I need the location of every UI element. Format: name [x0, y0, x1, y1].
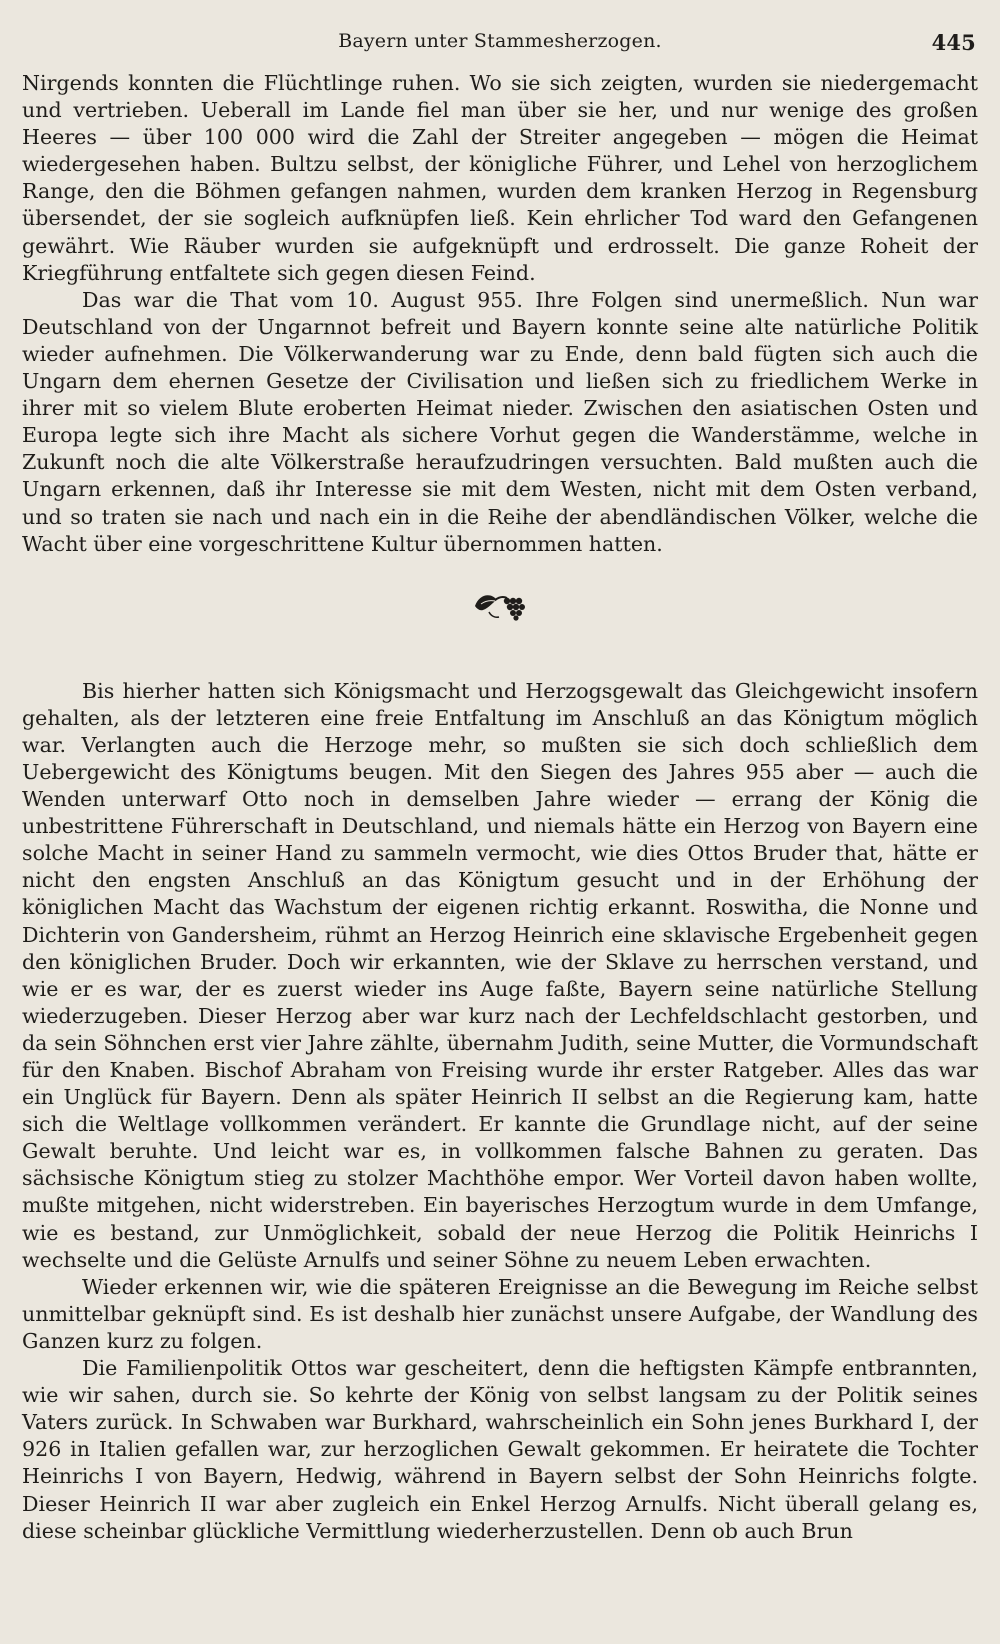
paragraph: Die Familienpolitik Ottos war gescheitert, denn die heftigsten Kämpfe entbrannten, wie wir sahen, durch sie. So kehrte der König von selbst langsam zu der Politik seines Vaters zurück. In Schwaben war Burkhard, wahrscheinlich ein Sohn jenes Burkhard I, der 926 in Italien gefallen war, zur herzoglichen Gewalt gekommen. Er heiratete die Tochter Heinrichs I von Bayern, Hedwig, während in Bayern selbst der Sohn Heinrichs folgte. Dieser Heinrich II war aber zugleich ein Enkel Herzog Arnulfs. Nicht überall gelang es, diese scheinbar glückliche Vermittlung wiederherzustellen. Denn ob auch Brun	[22, 1356, 978, 1543]
section-ornament	[22, 588, 978, 622]
paragraph: Wieder erkennen wir, wie die späteren Ereignisse an die Bewegung im Reiche selbst unmittelbar geknüpft sind. Es ist deshalb hier zunächst unsere Aufgabe, der Wandlung des Ganzen kurz zu folgen.	[22, 1274, 978, 1353]
page-number: 445	[931, 30, 976, 55]
paragraph: Das war die That vom 10. August 955. Ihre Folgen sind unermeßlich. Nun war Deutschland von der Ungarnnot befreit und Bayern konnte seine alte natürliche Politik wieder aufnehmen. Die Völkerwanderung war zu Ende, denn bald fügten sich auch die Ungarn dem ehernen Gesetze der Civilisation und ließen sich zu friedlichem Werke in ihrer mit so vielem Blute eroberten Heimat nieder. Zwischen den asiatischen Osten und Europa legte sich ihre Macht als sichere Vorhut gegen die Wanderstämme, welche in Zukunft noch die alte Völkerstraße heraufzudringen versuchten. Bald mußten auch die Ungarn erkennen, daß ihr Interesse sie mit dem Westen, nicht mit dem Osten verband, und so traten sie nach und nach ein in die Reihe der abendländischen Völker, welche die Wacht über eine vorgeschrittene Kultur übernommen hatten.	[22, 287, 978, 556]
paragraph: Nirgends konnten die Flüchtlinge ruhen. Wo sie sich zeigten, wurden sie niedergemacht und vertrieben. Ueberall im Lande fiel man über sie her, und nur wenige des großen Heeres — über 100 000 wird die Zahl der Streiter angegeben — mögen die Heimat wiedergesehen haben. Bultzu selbst, der königliche Führer, und Lehel von herzoglichem Range, den die Böhmen gefangen nahmen, wurden dem kranken Herzog in Regensburg übersendet, der sie sogleich aufknüpfen ließ. Kein ehrlicher Tod ward den Gefangenen gewährt. Wie Räuber wurden sie aufgeknüpft und erdrosselt. Die ganze Roheit der Kriegführung entfaltete sich gegen diesen Feind.	[22, 71, 978, 285]
grape-vine-ornament-icon	[471, 588, 529, 622]
section-one	[22, 70, 978, 558]
paragraph: Bis hierher hatten sich Königsmacht und Herzogsgewalt das Gleichgewicht insofern gehalten, als der letzteren eine freie Entfaltung im Anschluß an das Königtum möglich war. Verlangten auch die Herzoge mehr, so mußten sie sich doch schließlich dem Uebergewicht des Königtums beugen. Mit den Siegen des Jahres 955 aber — auch die Wenden unterwarf Otto noch in demselben Jahre wieder — errang der König die unbestrittene Führerschaft in Deutschland, und niemals hätte ein Herzog von Bayern eine solche Macht in seiner Hand zu sammeln vermocht, wie dies Ottos Bruder that, hätte er nicht den engsten Anschluß an das Königtum gesucht und in der Erhöhung der königlichen Macht das Wachstum der eigenen richtig erkannt. Roswitha, die Nonne und Dichterin von Gandersheim, rühmt an Herzog Heinrich eine sklavische Ergebenheit gegen den königlichen Bruder. Doch wir erkannten, wie der Sklave zu herrschen verstand, und wie er es war, der es zuerst wieder ins Auge faßte, Bayern seine natürliche Stellung wiederzugeben. Dieser Herzog aber war kurz nach der Lechfeldschlacht gestorben, und da sein Söhnchen erst vier Jahre zählte, übernahm Judith, seine Mutter, die Vormundschaft für den Knaben. Bischof Abraham von Freising wurde ihr erster Ratgeber. Alles das war ein Unglück für Bayern. Denn als später Heinrich II selbst an die Regierung kam, hatte sich die Weltlage vollkommen verändert. Er kannte die Grundlage nicht, auf der seine Gewalt beruhte. Und leicht war es, in vollkommen falsche Bahnen zu geraten. Das sächsische Königtum stieg zu stolzer Machthöhe empor. Wer Vorteil davon haben wollte, mußte mitgehen, nicht widerstreben. Ein bayerisches Herzogtum wurde in dem Umfange, wie es bestand, zur Unmöglichkeit, sobald der neue Herzog die Politik Heinrichs I wechselte und die Gelüste Arnulfs und seiner Söhne zu neuem Leben erwachten.	[22, 678, 978, 1272]
page-header	[22, 26, 978, 60]
section-two	[22, 678, 978, 1545]
running-head: Bayern unter Stammesherzogen.	[338, 30, 662, 52]
